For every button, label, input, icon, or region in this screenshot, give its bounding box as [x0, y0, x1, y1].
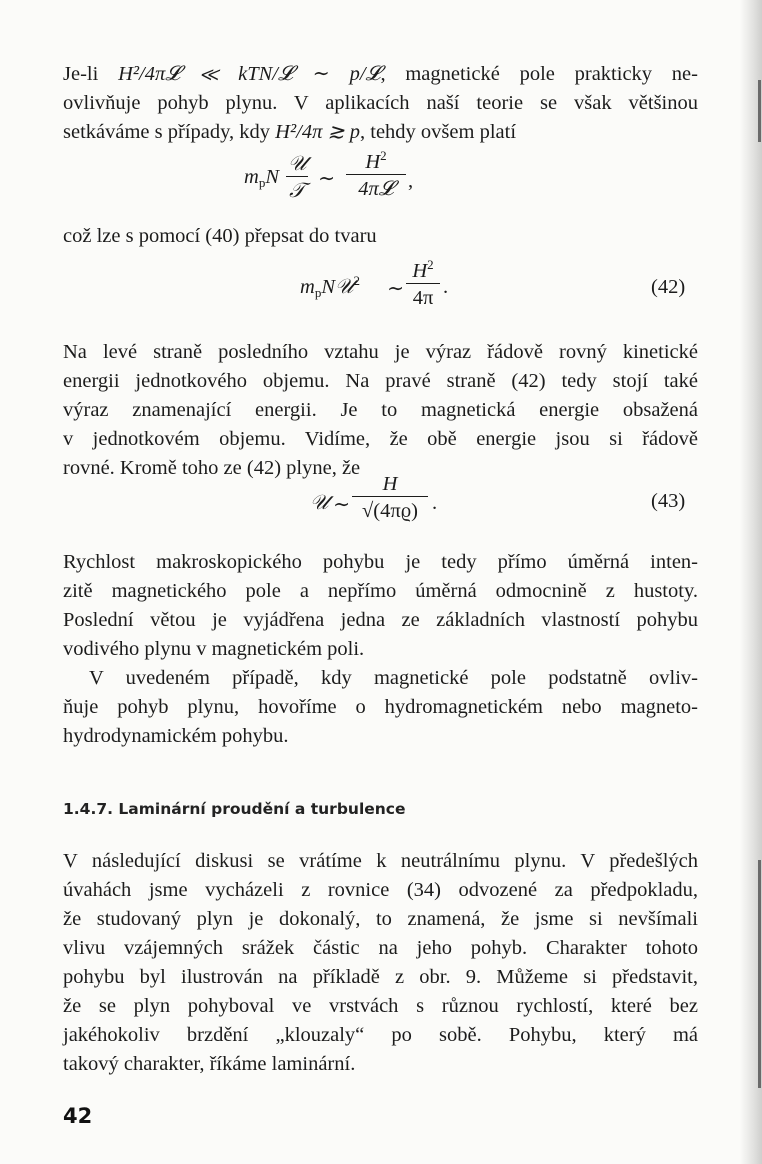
edge-mark: [758, 80, 761, 142]
equation-a-left: $m_pN$: [244, 166, 279, 190]
text-line: vodivého plynu v magnetickém poli.: [63, 638, 365, 660]
text-line: ovlivňuje pohyb plynu. V aplikacích naší teorie se však většinou: [63, 92, 698, 114]
text-line: V uvedeném případě, kdy magnetické pole podstatně ovliv-: [89, 667, 698, 689]
text-line: úvahách jsme vycházeli z rovnice (34) odvozené za předpokladu,: [63, 879, 698, 901]
text-line: pohybu byl ilustrován na příkladě z obr. 9. Můžeme si představit,: [63, 966, 698, 988]
edge-mark: [758, 860, 761, 1088]
equation-43-fraction: $\frac{H}{√(4\pi ϱ)}$: [352, 472, 428, 523]
text-line: energii jednotkového objemu. Na pravé straně (42) tedy stojí také: [63, 370, 698, 392]
inline-math: H²/4π ≳ p: [275, 121, 361, 143]
text-line: zitě magnetického pole a nepřímo úměrná odmocnině z hustoty.: [63, 580, 698, 602]
equation-43-left: 𝒰: [310, 492, 329, 514]
text-line: Rychlost makroskopického pohybu je tedy přímo úměrná inten-: [63, 551, 698, 573]
equation-42-left: $m_pN𝒰^2$: [300, 273, 360, 300]
equation-42-fraction: $\frac{H^2}{4\pi}$: [406, 259, 440, 310]
text-line: Je-li H²/4π𝓛 ≪ kTN/𝓛 ∼ p/𝓛, magnetické pole prakticky ne-: [63, 63, 698, 85]
equation-number-43: (43): [651, 490, 686, 512]
inline-math: H²/4π𝓛 ≪ kTN/𝓛 ∼ p/𝓛: [118, 63, 381, 85]
text-line: což lze s pomocí (40) přepsat do tvaru: [63, 225, 377, 247]
text-line: ňuje pohyb plynu, hovoříme o hydromagnetickém nebo magneto-: [63, 696, 698, 718]
text-line: hydrodynamickém pohybu.: [63, 725, 289, 747]
equation-43-relation: ∼: [333, 494, 351, 516]
text-line: výraz znamenající energii. Je to magnetická energie obsažená: [63, 399, 698, 421]
text-line: že se plyn pohyboval ve vrstvách s různou rychlostí, které bez: [63, 995, 698, 1017]
text-line: Poslední větou je vyjádřena jedna ze základních vlastností pohybu: [63, 609, 698, 631]
equation-43-period: .: [432, 492, 438, 514]
equation-a-left-fraction: 𝒰 𝒯: [288, 153, 307, 202]
text-line: V následující diskusi se vrátíme k neutrálnímu plynu. V předešlých: [63, 850, 698, 872]
text-line: vlivu vzájemných srážek částic na jeho pohyb. Charakter tohoto: [63, 937, 698, 959]
text-line: jakéhokoliv brzdění „klouzaly“ po sobě. Pohybu, který má: [63, 1024, 698, 1046]
equation-42-relation: ∼: [387, 278, 405, 300]
equation-42-period: .: [443, 276, 449, 298]
section-heading: 1.4.7. Laminární proudění a turbulence: [63, 800, 406, 818]
equation-a-relation: ∼: [318, 168, 336, 190]
page-number: 42: [63, 1104, 93, 1128]
equation-a-comma: ,: [408, 170, 414, 192]
equation-a-right-fraction: $H^2$ 4π𝓛: [346, 150, 406, 201]
text-line: v jednotkovém objemu. Vidíme, že obě energie jsou si řádově: [63, 428, 698, 450]
text-line: rovné. Kromě toho ze (42) plyne, že: [63, 457, 361, 479]
text-line: takový charakter, říkáme laminární.: [63, 1053, 356, 1075]
text-line: Na levé straně posledního vztahu je výraz řádově rovný kinetické: [63, 341, 698, 363]
equation-number-42: (42): [651, 276, 686, 298]
text-line: setkáváme s případy, kdy H²/4π ≳ p, tehdy ovšem platí: [63, 121, 517, 143]
text-line: že studovaný plyn je dokonalý, to znamená, že jsme si nevšímali: [63, 908, 698, 930]
